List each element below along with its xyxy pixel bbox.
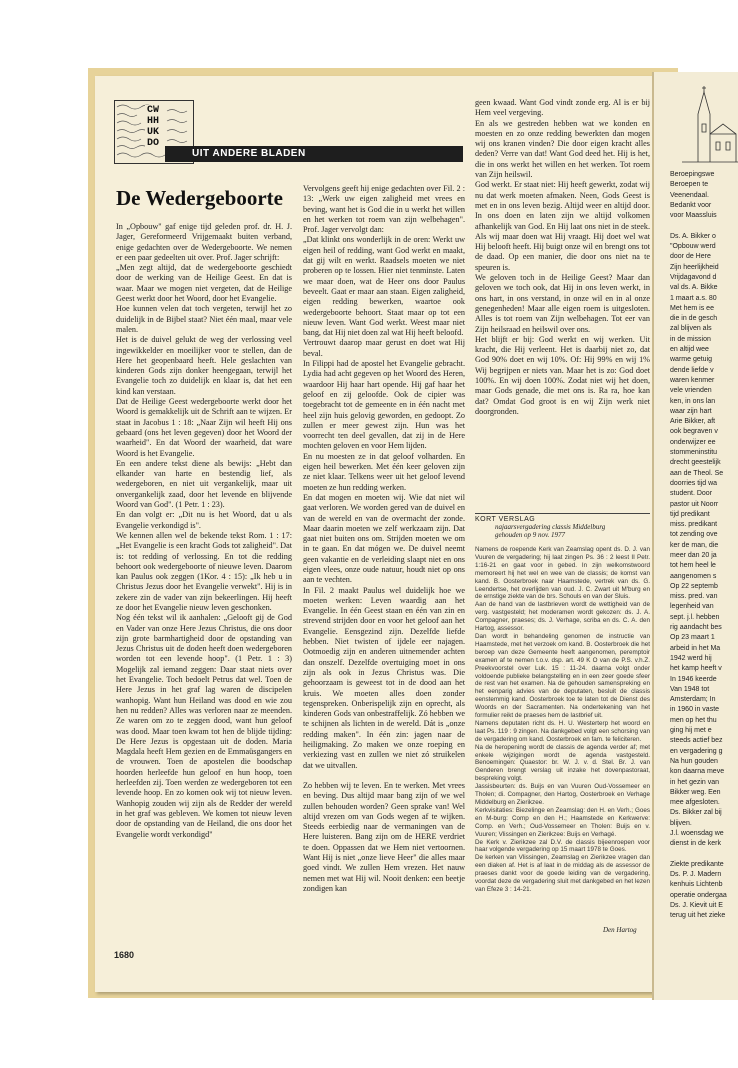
- facing-page-line: 1942 werd hij: [670, 654, 712, 662]
- kort-verslag-label: KORT VERSLAG: [475, 516, 536, 523]
- facing-page-line: tijd predikant: [670, 510, 710, 518]
- paragraph: In Fil. 2 maakt Paulus wel duidelijk hoe we moeten werken: Leven waardig aan het Evangelie. In één Geest staan en één van zin en strevend strijden door en voor het geloof aan het Evangelie. Eensgezind zijn. Dezelfde liefde hebben. Niet twisten of ijdele eer najagen. Ootmoedig zijn en anderen uitnemender achten dan onszelf. Dezelfde overtuiging moet in ons zijn als ook in Jezus Christus was. Die gehoorzaam is geweest tot in de dood aan het kruis. We moeten alles doen zonder tegenspreken. Onberispelijk zijn en oprecht, als kinderen Gods van onbestraffelijk. Zó hebben we te schijnen als lichten in de wereld. Dát is „onze redding maken". In één zin: jagen naar de heiligmaking. Zo maken we onze roeping en verkiezing vast en zullen we niet zó struikelen dat we uitvallen.: [303, 585, 465, 770]
- facing-page-line: in de mission: [670, 335, 711, 343]
- facing-page-line: Zijn heerlijkheid: [670, 263, 719, 271]
- facing-page-line: meer dan 20 ja: [670, 551, 717, 559]
- facing-page-line: Van 1948 tot: [670, 685, 710, 693]
- paragraph: En een andere tekst diene als bewijs: „Hebt dan elkander van harte en bestendig lief, als wedergeboren, en niet uit vergankelijk, maar uit onvergankelijk zaad, door het levende en blijvende Woord van God". (1 Petr. 1 : 23).: [116, 458, 292, 510]
- paragraph: En als we gestreden hebben wat we konden en moesten en zo onze redding bewerkten dan mogen wij ons kranen vinden? Die door eigen kracht alles deden? Verre van dat! Want God deed het. Hij is het, die in ons werkt het willen en het werken. Tot roem van Zijn heilswil.: [475, 118, 650, 180]
- facing-page-line: vele vrienden: [670, 387, 712, 395]
- facing-page-line: steeds actief bez: [670, 737, 723, 745]
- paragraph: God werkt. Er staat niet: Hij heeft gewerkt, zodat wij nu dat werk moeten afmaken. Neen, Gods Geest is met en in ons leven bezig. Altijd weer en altijd door. In ons doen en laten zijn we altijd volkomen afhankelijk van God. En Hij laat ons niet in de steek. Als wij maar doen wat Hij vraagt. Hij doet wel wat Hij belooft heeft. Hij buigt onze wil en brengt ons tot de daad. Op een manier, die door ons niet na te speuren is.: [475, 180, 650, 272]
- section-title: UIT ANDERE BLADEN: [192, 148, 306, 159]
- paragraph: Het blijft er bij: God werkt en wij werken. Uit kracht, die Hij verleent. Het is daarbij niet zo, dat God 90% doet en wij 10%. Of: Hij 99% en wij 1% Wij begrijpen er niets van. Maar het is zo: God doet 100%. En wij doen 100%. Zodat niet wij het doen, maar Gods genade, die met ons is. Ra ra, hoe kan dat? Omdat God groot is en wij Zijn werk niet doorgronden.: [475, 334, 650, 416]
- author-signature: Den Hartog: [603, 926, 637, 934]
- article-title: De Wedergeboorte: [116, 186, 283, 210]
- facing-page-line: Ds. J. Kievit uit E: [670, 902, 723, 910]
- paragraph: Het is de duivel gelukt de weg der verlossing veel ingewikkelder en moeilijker voor te stellen, dan de Here het geopenbaard heeft. Hele geslachten van kinderen Gods zijn donker heengegaan, terwijl het Evangelie toch zo duidelijk en klaar is, dat het een kind kan verstaan.: [116, 335, 292, 396]
- paragraph: Zo hebben wij te leven. En te werken. Met vrees en beving. Dus altijd maar bang zijn of we wel zullen behouden worden? Geen sprake van! Wel altijd vrezen om van Gods wegen af te wijken. Steeds eerbiedig naar de vermaningen van de Here luisteren. Bang zijn om de HERE verdriet te doen. Oppassen dat we Hem niet vertoornen. Want Hij is niet „onze lieve Heer" die alles maar goed vindt. We zullen Hem vrezen. Het nauw nemen met wat Hij wil. Nooit denken: een beetje zondigen kan: [303, 780, 465, 893]
- facing-page-line: arbeid in het Ma: [670, 644, 721, 652]
- facing-page-line: en vergadering g: [670, 747, 723, 755]
- facing-page-line: val ds. A. Bikke: [670, 284, 718, 292]
- facing-page-line: Op 23 maart 1: [670, 634, 715, 642]
- report-paragraph: Namens de roepende Kerk van Zeamslag opent ds. D. J. van Vuuren de vergadering; hij laat zingen Ps. 36 : 2 leest II Petr. 1:16-21 en gaat voor in gebed. In zijn welkomstwoord memoreert hij het wel en wee van de classis; de komst van kand. B. Oosterbroek naar Haamstede, vertrek van ds. G. Leendertse, het overlijden van oud. J. C. Zwart uit M'burg en de ernstige ziekte van de brs. Schouls en van der Sluis.: [475, 546, 650, 601]
- facing-page-line: ken, in ons lan: [670, 397, 716, 405]
- facing-page-line: Veenendaal.: [670, 191, 709, 199]
- facing-page-line: kenhuis Lichtenb: [670, 881, 723, 889]
- facing-page-line: aangenomen s: [670, 572, 717, 580]
- facing-page-line: onderwijzer ee: [670, 438, 716, 446]
- facing-page-line: Ds. A. Bikker o: [670, 232, 716, 240]
- facing-page-line: Beroepen te: [670, 181, 709, 189]
- facing-page-line: dienst in de kerk: [670, 840, 721, 848]
- facing-page-line: ook begraven v: [670, 428, 718, 436]
- facing-page-line: men op het thu: [670, 716, 717, 724]
- facing-page-line: legenheid van: [670, 603, 714, 611]
- page-number: 1680: [114, 950, 135, 960]
- church-illustration: [680, 84, 738, 164]
- facing-page-line: ging hij met e: [670, 727, 712, 735]
- facing-page-line: 1 maart a.s. 80: [670, 294, 717, 302]
- facing-page-line: terug uit het zieke: [670, 912, 726, 920]
- facing-page-line: tot zending ove: [670, 531, 718, 539]
- logo-letters: [145, 105, 161, 149]
- kort-verslag-subtitle: najaarsvergadering classis Middelburg: [495, 523, 606, 531]
- logo-letters-row: HH: [147, 116, 160, 127]
- facing-page-line: Ds. P. J. Madern: [670, 871, 722, 879]
- facing-page-line: Beroepingswe: [670, 171, 715, 178]
- paragraph: In Filippi had de apostel het Evangelie gebracht. Lydia had acht gegeven op het Woord des Heren, waardoor Hij haar hart opende. Hij gaf haar het geloof en zij geloofde. Ook de cipier was toegebracht tot de gemeente en in één nacht met heel zijn huis gelovig geworden, en gedoopt. Zo zullen er meer gewest zijn. Hun was het voorrecht ten deel gevallen, dat zij in de Here mochten geloven en voor Hem lijden.: [303, 359, 465, 451]
- report-paragraph: Kerkvisitaties: Biezelinge en Zeamslag: den H. en Verh.; Goes en M-burg: Comp en den H.; Haamstede en Kerkwerve: Comp. en Verh.; Oud-Vossemeer en Tholen: Buijs en v. Vuuren; Vlissingen en Zierikzee: Buijs en Verhagé.: [475, 806, 650, 838]
- facing-page-line: Ziekte predikante: [670, 860, 724, 868]
- facing-page-text: [670, 170, 738, 922]
- paragraph: Vervolgens geeft hij enige gedachten over Fil. 2 : 13: „Werk uw eigen zaligheid met vrees en beving, want het is God die in u werkt het willen en het werken tot roem van zijn welbehagen". Prof. Jager vervolgt dan:: [303, 184, 465, 235]
- facing-page-line: kon daarna meve: [670, 768, 725, 776]
- facing-page-line: sept. j.l. hebben: [670, 613, 720, 621]
- facing-page-line: warme getuig: [670, 356, 713, 364]
- facing-page-line: drecht geestelijk: [670, 459, 721, 467]
- logo-letters-row: UK: [147, 127, 160, 138]
- report-paragraph: De Kerk v. Zierikzee zal D.V. de classis bijeenroepen voor haar volgende vergadering op 15 maart 1978 te Goes.: [475, 838, 650, 854]
- facing-page-line: tot hem heel le: [670, 562, 716, 570]
- facing-page-line: In 1946 keerde: [670, 675, 717, 683]
- facing-page-line: operatie ondergaa: [670, 891, 727, 899]
- kort-verslag-header: [475, 513, 650, 539]
- facing-page-line: Vrijdagavond d: [670, 273, 717, 281]
- facing-page-line: dende liefde v: [670, 366, 714, 374]
- facing-page-line: stommeninstitu: [670, 449, 718, 457]
- facing-page-line: pastor uit Noorr: [670, 500, 719, 508]
- facing-page-line: blijven.: [670, 819, 692, 827]
- facing-page-line: zal blijven als: [670, 325, 712, 333]
- logo-letters-row: CW: [147, 105, 160, 116]
- facing-page-line: Op 22 septemb: [670, 582, 718, 590]
- report-paragraph: Aan de hand van de lastbrieven wordt de wettigheid van de verg. vastgesteld; het moderamen wordt gekozen: ds. J. A. Compagner, praeses; ds. J. Verhage, scriba en ds. C. A. den Hartog, assessor.: [475, 601, 650, 633]
- facing-page-line: voor Maassluis: [670, 212, 717, 220]
- facing-page-line: waar zijn hart: [670, 407, 712, 415]
- facing-page-line: waren kenmer: [670, 376, 715, 384]
- facing-page-line: Arie Bikker, aft: [670, 418, 716, 426]
- paragraph: En dat mogen en moeten wij. Wie dat niet wil gaat verloren. We worden gered van de duivel en van de wereld en van de overmacht der zonde. Maar daarin moeten we zelf werkzaam zijn. Dat gaat niet buiten ons om. Strijden moeten we om in te gaan. En dat mógen we. De duivel neemt geen vakantie en de verleiding slaapt niet en ons eigen vlees, onze oude natuur, houdt niet op ons aan te vechten.: [303, 492, 465, 585]
- facing-page-line: het kamp heeft v: [670, 665, 722, 673]
- facing-page-line: Bikker weg. Een: [670, 788, 721, 796]
- facing-page-line: in 1960 in vaste: [670, 706, 720, 714]
- facing-page-line: aan de Theol. Se: [670, 469, 724, 477]
- facing-page-line: miss. predikant: [670, 521, 718, 529]
- facing-page-line: miss. pred. van: [670, 593, 718, 601]
- paragraph: Nog één tekst wil ik aanhalen: „Gelooft gij de God en Vader van onze Here Jezus Christus, die ons door zijn grote barmhartigheid door de opstanding van Jezus Christus uit de doden heeft doen wedergeboren worden tot een levende hoop". (1 Petr. 1 : 3) Mogelijk zal iemand zeggen: Daar staat niets over het Evangelie. Toch bedoelt Petrus dat wel. Toen de Here Jezus in het graf lag waren de discipelen wanhopig. Want hun Heiland was dood en wie zou hen nu redden? Alles was verloren naar ze meenden. Ze waren om zo te zeggen dood, want hun geloof was dood. Maar toen kwam tot hen de blijde tijding: De Here Jezus is opgestaan uit de doden. Maria Magdala heeft Hem gezien en de Emmaüsgangers en de vrouwen. Toen de apostelen die boodschap hoorden herleefde hun geloof en hun hoop, toen herleefden zij. Toen werden ze wedergeboren tot een levende hoop. En zo komen ook wij tot nieuw leven. Wanhopig zouden wij zijn als de Redder der wereld in het graf was gebleven. We komen tot nieuw leven door de opstanding van de Heiland, die ons door het Evangelie wordt verkondigd": [116, 613, 292, 839]
- paragraph: En nu moesten ze in dat geloof volharden. En eigen heil bewerken. Met één keer geloven zijn ze niet klaar. Telkens weer uit het geloof levend moeten ze hun redding werken.: [303, 451, 465, 492]
- facing-page-line: rig aandacht bes: [670, 624, 722, 632]
- facing-page-line: student. Door: [670, 490, 713, 498]
- facing-page-line: "Opbouw werd: [670, 243, 716, 251]
- facing-page-line: Ds. Bikker zal bij: [670, 809, 722, 817]
- facing-page-line: Amsterdam; In: [670, 696, 716, 704]
- report-paragraph: De kerken van Vlissingen, Zeamslag en Zierikzee vragen dan een diaken af. Het is af laat in de middag als de assessor de praeses dankt voor de goede leiding van de vergadering, voordat deze de vergadering sluit met dankgebed en het lezen van Efeze 3 : 14-21.: [475, 854, 650, 893]
- facing-page-line: ker de man, die: [670, 541, 719, 549]
- kort-verslag-subtitle: gehouden op 9 nov. 1977: [495, 531, 566, 539]
- facing-page-line: Na hun gouden: [670, 757, 718, 765]
- paragraph: Dat de Heilige Geest wedergeboorte werkt door het Woord is gemakkelijk uit de Schrift aan te wijzen. Er staat in Jacobus 1 : 18: „Naar Zijn wil heeft Hij ons gebaard (ons het leven gegeven) door het Woord der waarheid". En dat Woord der waarheid, dat ware Woord is het Evangelie.: [116, 397, 292, 458]
- report-paragraph: Dan wordt in behandeling genomen de instructie van Haamstede, met het verzoek om kand. B. Oosterbroek die het beroep van deze Gemeente heeft aangenomen, peremptoir examen af te nemen t.o.v. dsp. art. 49 K O van de P.S. v.h.Z. Preekvoorstel over Luk. 15 : 11-24. daarna volgt onder voldoende publieke belangstelling en in een zeer goede sfeer de rest van het examen. Na de gehouden samenspreking en het eenparig advies van de deputaten, besluit de classis eenstemmig kand. Oosterbroek toe te laten tot de Dienst des Woords en der Sacramenten. Na ondertekening van het formulier reikt de praeses hem de lastbrief uit.: [475, 632, 650, 720]
- facing-page-line: en altijd wee: [670, 346, 709, 354]
- kort-verslag-body: [475, 546, 650, 894]
- article-column-3: [475, 98, 650, 417]
- facing-page-line: Met hem is ee: [670, 304, 714, 312]
- facing-page-line: [670, 850, 738, 860]
- paragraph: Hoe kunnen velen dat toch vergeten, terwijl het zo duidelijk in de Bijbel staat? Niet één maal, maar vele malen.: [116, 304, 292, 334]
- paragraph: En dan volgt er: „Dit nu is het Woord, dat u als Evangelie verkondigd is".: [116, 510, 292, 530]
- article-column-2: [303, 184, 465, 894]
- report-paragraph: Jassisbeurten: ds. Buijs en van Vuuren Oud-Vossemeer en Tholen; di. Compagner, den Hartog, Oosterbroek en Verhage Middelburg en Zierikzee.: [475, 783, 650, 806]
- facing-page-line: door de Here: [670, 253, 711, 261]
- paragraph: „Men zegt altijd, dat de wedergeboorte geschiedt door de werking van de Heilige Geest. En dat is waar. Maar we mogen niet vergeten, dat de Heilige Geest werkt door het Woord, door het Evangelie.: [116, 263, 292, 304]
- article-column-1: [116, 222, 292, 840]
- facing-page-line: J.l. woensdag we: [670, 830, 724, 837]
- paragraph: „Dat klinkt ons wonderlijk in de oren: Werkt uw eigen heil of redding, want God werkt en maakt, dat gij wilt en werkt. Raadsels moeten we niet proberen op te lossen. Hier niet tenminste. Laten we maar doen, wat de Heer ons door Paulus beveelt. Gaat er maar aan staan. Eigen zaligheid, eigen redding bewerken, waartoe ook wedergeboorte behoort. Staat maar op tot een nieuw leven. Want God werkt. Weest maar niet bang, dat Hij niet doen zal wat Hij heeft beloofd.: [303, 235, 465, 338]
- facing-page-line: [670, 221, 738, 231]
- paragraph: We geloven toch in de Heilige Geest? Maar dan geloven we toch ook, dat Hij in ons leven werkt, in ons hart, in ons verstand, in onze wil en in al onze genegenheden! Maar alle eigen roem is uitgesloten. Alles is tot roem van Zijn welbehagen. Tot eer van Zijn heilsraad en heilswil over ons.: [475, 273, 650, 334]
- paragraph: In „Opbouw" gaf enige tijd geleden prof. dr. H. J. Jager, Gereformeerd Vrijgemaakt buiten verband, enige gedachten over de Wedergeboorte. We nemen er een paar gedeelten uit over. Prof. Jager schrijft:: [116, 222, 292, 262]
- paragraph: We kennen allen wel de bekende tekst Rom. 1 : 17: „Het Evangelie is een kracht Gods tot zaligheid". Dat is: tot redding of verlossing. En tot die redding behoort ook wedergeboorte of nieuwe leven. Daarom kan Paulus ook zeggen (1Kor. 4 : 15): „Ik heb u in Christus Jezus door het Evangelie verwekt". Hij is in zekere zin de vader van zijn bekeerlingen. Hij heeft ze door het Evangelie nieuw leven geschonken.: [116, 530, 292, 612]
- facing-page-line: Bedankt voor: [670, 201, 712, 209]
- divider: [475, 513, 650, 514]
- facing-page-line: die in de gesch: [670, 315, 718, 323]
- facing-page-line: mee afgesloten.: [670, 799, 720, 807]
- facing-page-line: in het gezin van: [670, 778, 720, 786]
- report-paragraph: Na de heropening wordt de classis de agenda verder af; met enkele wijzigingen wordt de agenda vastgesteld. Benoemingen: Quaestor: br. W. J. v. d. Stel. Br. J. van Genderen brengt verslag uit inzake het dovenpastoraat, bespreking volgt.: [475, 743, 650, 783]
- paragraph: Vertrouwt daarop maar gerust en doet wat Hij beval.: [303, 338, 465, 358]
- paragraph: geen kwaad. Want God vindt zonde erg. Al is er bij Hem veel vergeving.: [475, 98, 650, 118]
- facing-page-line: doorries tijd wa: [670, 479, 718, 487]
- report-paragraph: Namens deputaten richt ds. H. U. Westerterp het woord en laat Ps. 119 : 9 zingen. Na dankgebed volgt een schorsing van de vergadering om kand. Oosterbroek en fam. te feliciteren.: [475, 719, 650, 743]
- logo-letters-row: DO: [147, 138, 160, 149]
